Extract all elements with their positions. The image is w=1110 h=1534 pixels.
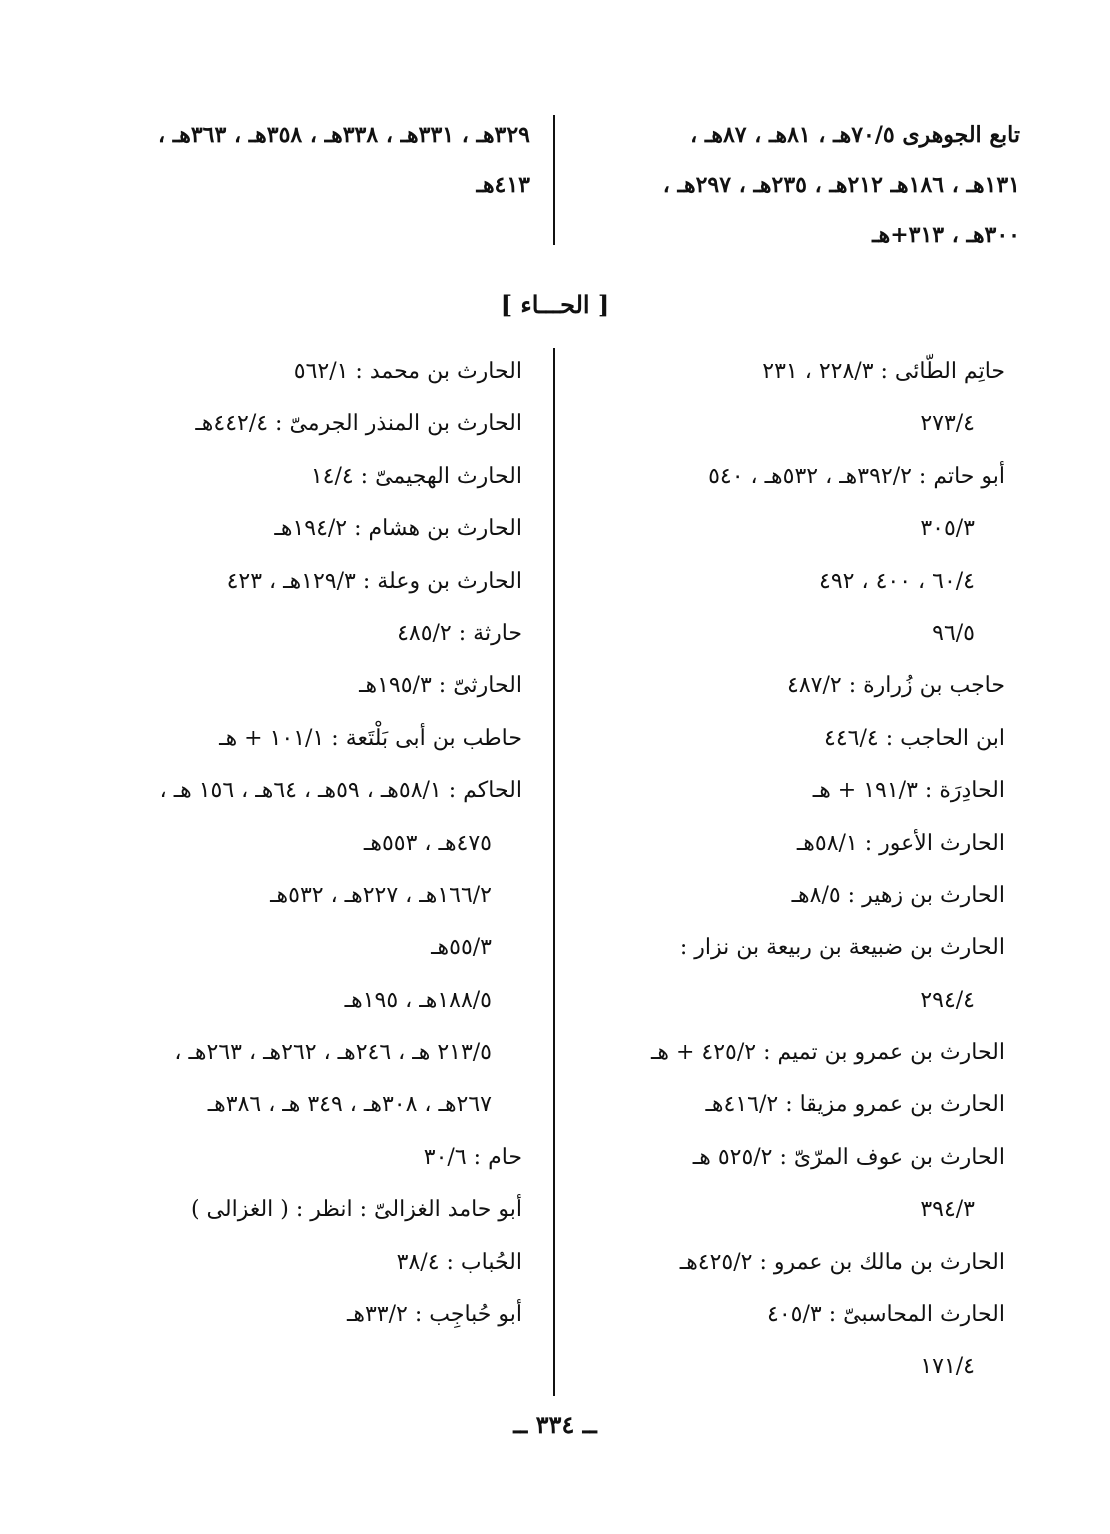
index-entry: حاطب بن أبى بَلْتَعة : ١٠١/١ + هـ [219, 725, 522, 751]
index-entry: الحارث بن وعلة : ١٢٩/٣هـ ، ٤٢٣ [226, 568, 522, 594]
index-entry: الحارث الهجيمىّ : ١٤/٤ [310, 463, 522, 489]
index-entry-continuation: ١٦٦/٢هـ ، ٢٢٧هـ ، ٥٣٢هـ [270, 882, 492, 908]
continuation-line: ٤١٣هـ [476, 172, 530, 198]
index-entry: ابن الحاجب : ٤٤٦/٤ [824, 725, 1005, 751]
continuation-block [90, 110, 1020, 250]
index-entry: الحارثىّ : ١٩٥/٣هـ [359, 673, 522, 699]
continuation-line: ٣٢٩هـ ، ٣٣١هـ ، ٣٣٨هـ ، ٣٥٨هـ ، ٣٦٣هـ ، [158, 122, 530, 148]
index-entry: الحاكم : ٥٨/١هـ ، ٥٩هـ ، ٦٤هـ ، ١٥٦ هـ ، [159, 778, 522, 804]
column-divider-top [553, 115, 555, 245]
page-number: ــ ٣٣٤ ــ [513, 1410, 597, 1439]
index-entry-continuation: ٩٦/٥ [932, 620, 975, 646]
index-entry: حام : ٣٠/٦ [423, 1144, 522, 1170]
column-divider-main [553, 348, 555, 1396]
index-entry-continuation: ١٧١/٤ [920, 1354, 975, 1380]
index-entry: الحارث بن عمرو مزيقا : ٤١٦/٢هـ [705, 1092, 1005, 1118]
index-entry: الحُباب : ٣٨/٤ [396, 1249, 522, 1275]
index-entry: أبو حُباجِب : ٣٣/٢هـ [346, 1302, 522, 1328]
index-entry-continuation: ٤٧٥هـ ، ٥٥٣هـ [363, 830, 492, 856]
continuation-left-column [90, 110, 530, 210]
index-entry: الحارث بن ضبيعة بن ربيعة بن نزار : [679, 935, 1005, 961]
index-entry: أبو حاتم : ٣٩٢/٢هـ ، ٥٣٢هـ ، ٥٤٠ [708, 463, 1005, 489]
index-right-column [565, 346, 1005, 1394]
index-entry: الحارث بن زهير : ٨/٥هـ [791, 882, 1005, 908]
continuation-line: ١٣١هـ ، ١٨٦هـ ٢١٢هـ ، ٢٣٥هـ ، ٢٩٧هـ ، [662, 172, 1020, 198]
index-entry: الحارث بن محمد : ٥٦٢/١ [293, 359, 522, 384]
index-entry: الحارث الأعور : ٥٨/١هـ [796, 830, 1005, 856]
continuation-line: ٣٠٠هـ ، ٣١٣+هـ [872, 222, 1020, 248]
index-entry-continuation: ٢١٣/٥ هـ ، ٢٤٦هـ ، ٢٦٢هـ ، ٢٦٣هـ ، [174, 1040, 492, 1066]
continuation-right-column [630, 110, 1020, 260]
index-entry-continuation: ٣٩٤/٣ [920, 1197, 975, 1223]
index-entry: الحارث المحاسبىّ : ٤٠٥/٣ [767, 1302, 1005, 1328]
index-entry: الحارث بن عمرو بن تميم : ٤٢٥/٢ + هـ [650, 1040, 1005, 1066]
continuation-line: تابع الجوهرى ٧٠/٥هـ ، ٨١هـ ، ٨٧هـ ، [690, 122, 1020, 148]
index-entry-continuation: ٦٠/٤ ، ٤٠٠ ، ٤٩٢ [819, 568, 975, 594]
index-entry-continuation: ٥٥/٣هـ [431, 935, 492, 961]
index-entry: حارثة : ٤٨٥/٢ [397, 620, 522, 646]
index-entry-continuation: ٢٩٤/٤ [920, 987, 975, 1013]
index-entry: الحارث بن عوف المرّىّ : ٥٢٥/٢ هـ [692, 1144, 1005, 1170]
index-entry: الحارث بن هشام : ١٩٤/٢هـ [274, 516, 522, 542]
index-entry: الحارث بن مالك بن عمرو : ٤٢٥/٢هـ [679, 1249, 1005, 1275]
index-left-column [92, 346, 522, 1341]
index-entry-continuation: ١٨٨/٥هـ ، ١٩٥هـ [344, 987, 492, 1013]
index-entry: الحادِرَة : ١٩١/٣ + هـ [812, 778, 1005, 804]
index-entry: أبو حامد الغزالىّ : انظر : ( الغزالى ) [190, 1197, 522, 1223]
index-entry: الحارث بن المنذر الجرمىّ : ٤٤٢/٤هـ [195, 411, 522, 437]
index-entry-continuation: ٢٧٣/٤ [920, 411, 975, 437]
index-entry-continuation: ٣٠٥/٣ [920, 516, 975, 542]
index-entry: حاجب بن زُرارة : ٤٨٧/٢ [787, 673, 1005, 699]
index-entry-continuation: ٢٦٧هـ ، ٣٠٨هـ ، ٣٤٩ هـ ، ٣٨٦هـ [207, 1092, 492, 1118]
section-heading: [ الحـــاء ] [500, 290, 610, 319]
index-entry: حاتِم الطّائى : ٢٢٨/٣ ، ٢٣١ [762, 359, 1005, 384]
